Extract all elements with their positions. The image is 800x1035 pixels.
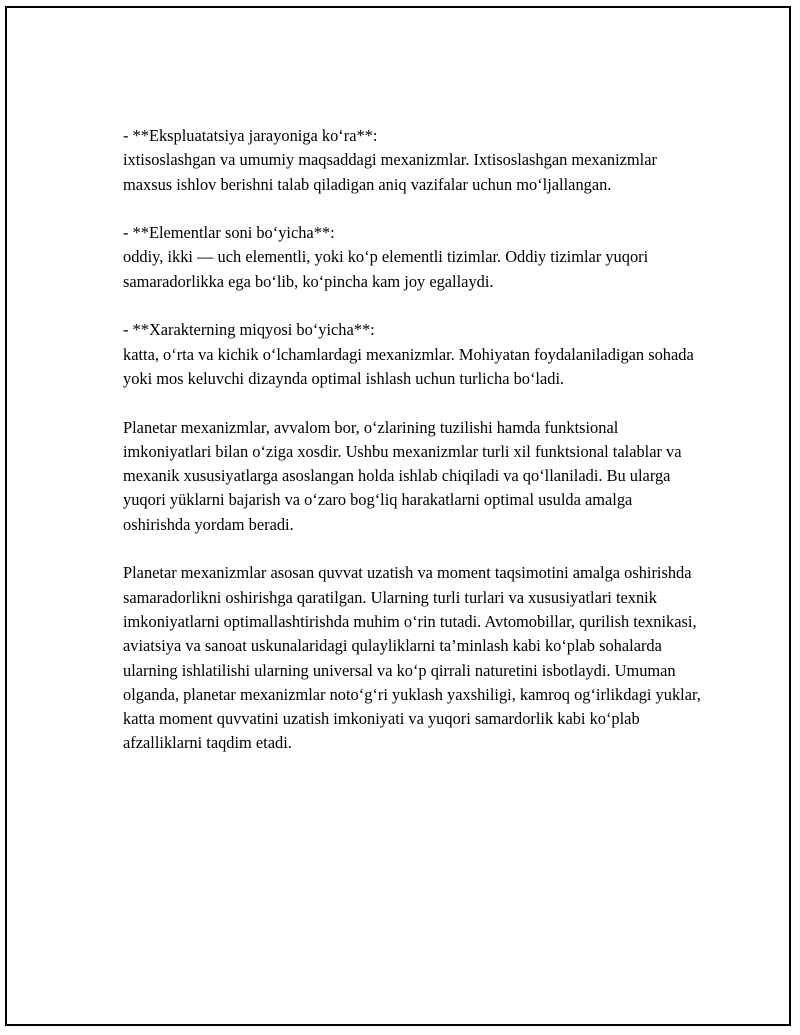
list-item-body: ixtisoslashgan va umumiy maqsaddagi mexanizmlar. Ixtisoslashgan mexanizmlar maxsus ishlov berishni talab qiladigan aniq vazifalar uchun mo‘ljallangan. xyxy=(123,150,657,194)
list-item-body: katta, o‘rta va kichik o‘lchamlardagi mexanizmlar. Mohiyatan foydalaniladigan sohada yoki mos keluvchi dizaynda optimal ishlash uchun turlicha bo‘ladi. xyxy=(123,344,694,388)
page xyxy=(5,6,791,1026)
list-item-heading: - **Elementlar soni bo‘yicha**: xyxy=(123,223,335,243)
paragraph: Planetar mexanizmlar, avvalom bor, o‘zlarining tuzilishi hamda funktsional imkoniyatlari bilan o‘ziga xosdir. Ushbu mexanizmlar turli xil funktsional talablar va mexanik xususiyatlarga asoslangan holda ishlab chiqiladi va qo‘llaniladi. Bu ularga yuqori yüklarni bajarish va o‘zaro bog‘liq harakatlarni optimal usulda amalga oshirishda yordam beradi. xyxy=(123,417,682,534)
list-item xyxy=(123,124,703,197)
list-item xyxy=(123,318,703,391)
list-item xyxy=(123,221,703,294)
paragraph: Planetar mexanizmlar asosan quvvat uzatish va moment taqsimotini amalga oshirishda samaradorlikni oshirishga qaratilgan. Ularning turli turlari va xususiyatlari texnik imkoniyatlarni optimallashtirishda muhim o‘rin tutadi. Avtomobillar, qurilish texnikasi, aviatsiya va sanoat uskunalaridagi qulayliklarni ta’minlash kabi ko‘plab sohalarda ularning ishlatilishi ularning universal va ko‘p qirrali naturetini isbotlaydi. Umuman olganda, planetar mexanizmlar noto‘g‘ri yuklash yaxshiligi, kamroq og‘irlikdagi yuklar, katta moment quvvatini uzatish imkoniyati va yuqori samardorlik kabi ko‘plab afzalliklarni taqdim etadi. xyxy=(123,563,701,753)
list-item-heading: - **Ekspluatatsiya jarayoniga ko‘ra**: xyxy=(123,126,378,145)
document-body xyxy=(123,124,703,780)
list-item-heading: - **Xarakterning miqyosi bo‘yicha**: xyxy=(123,320,375,340)
list-item-body: oddiy, ikki — uch elementli, yoki ko‘p elementli tizimlar. Oddiy tizimlar yuqori samaradorlikka ega bo‘lib, ko‘pincha kam joy egallaydi. xyxy=(123,247,649,291)
